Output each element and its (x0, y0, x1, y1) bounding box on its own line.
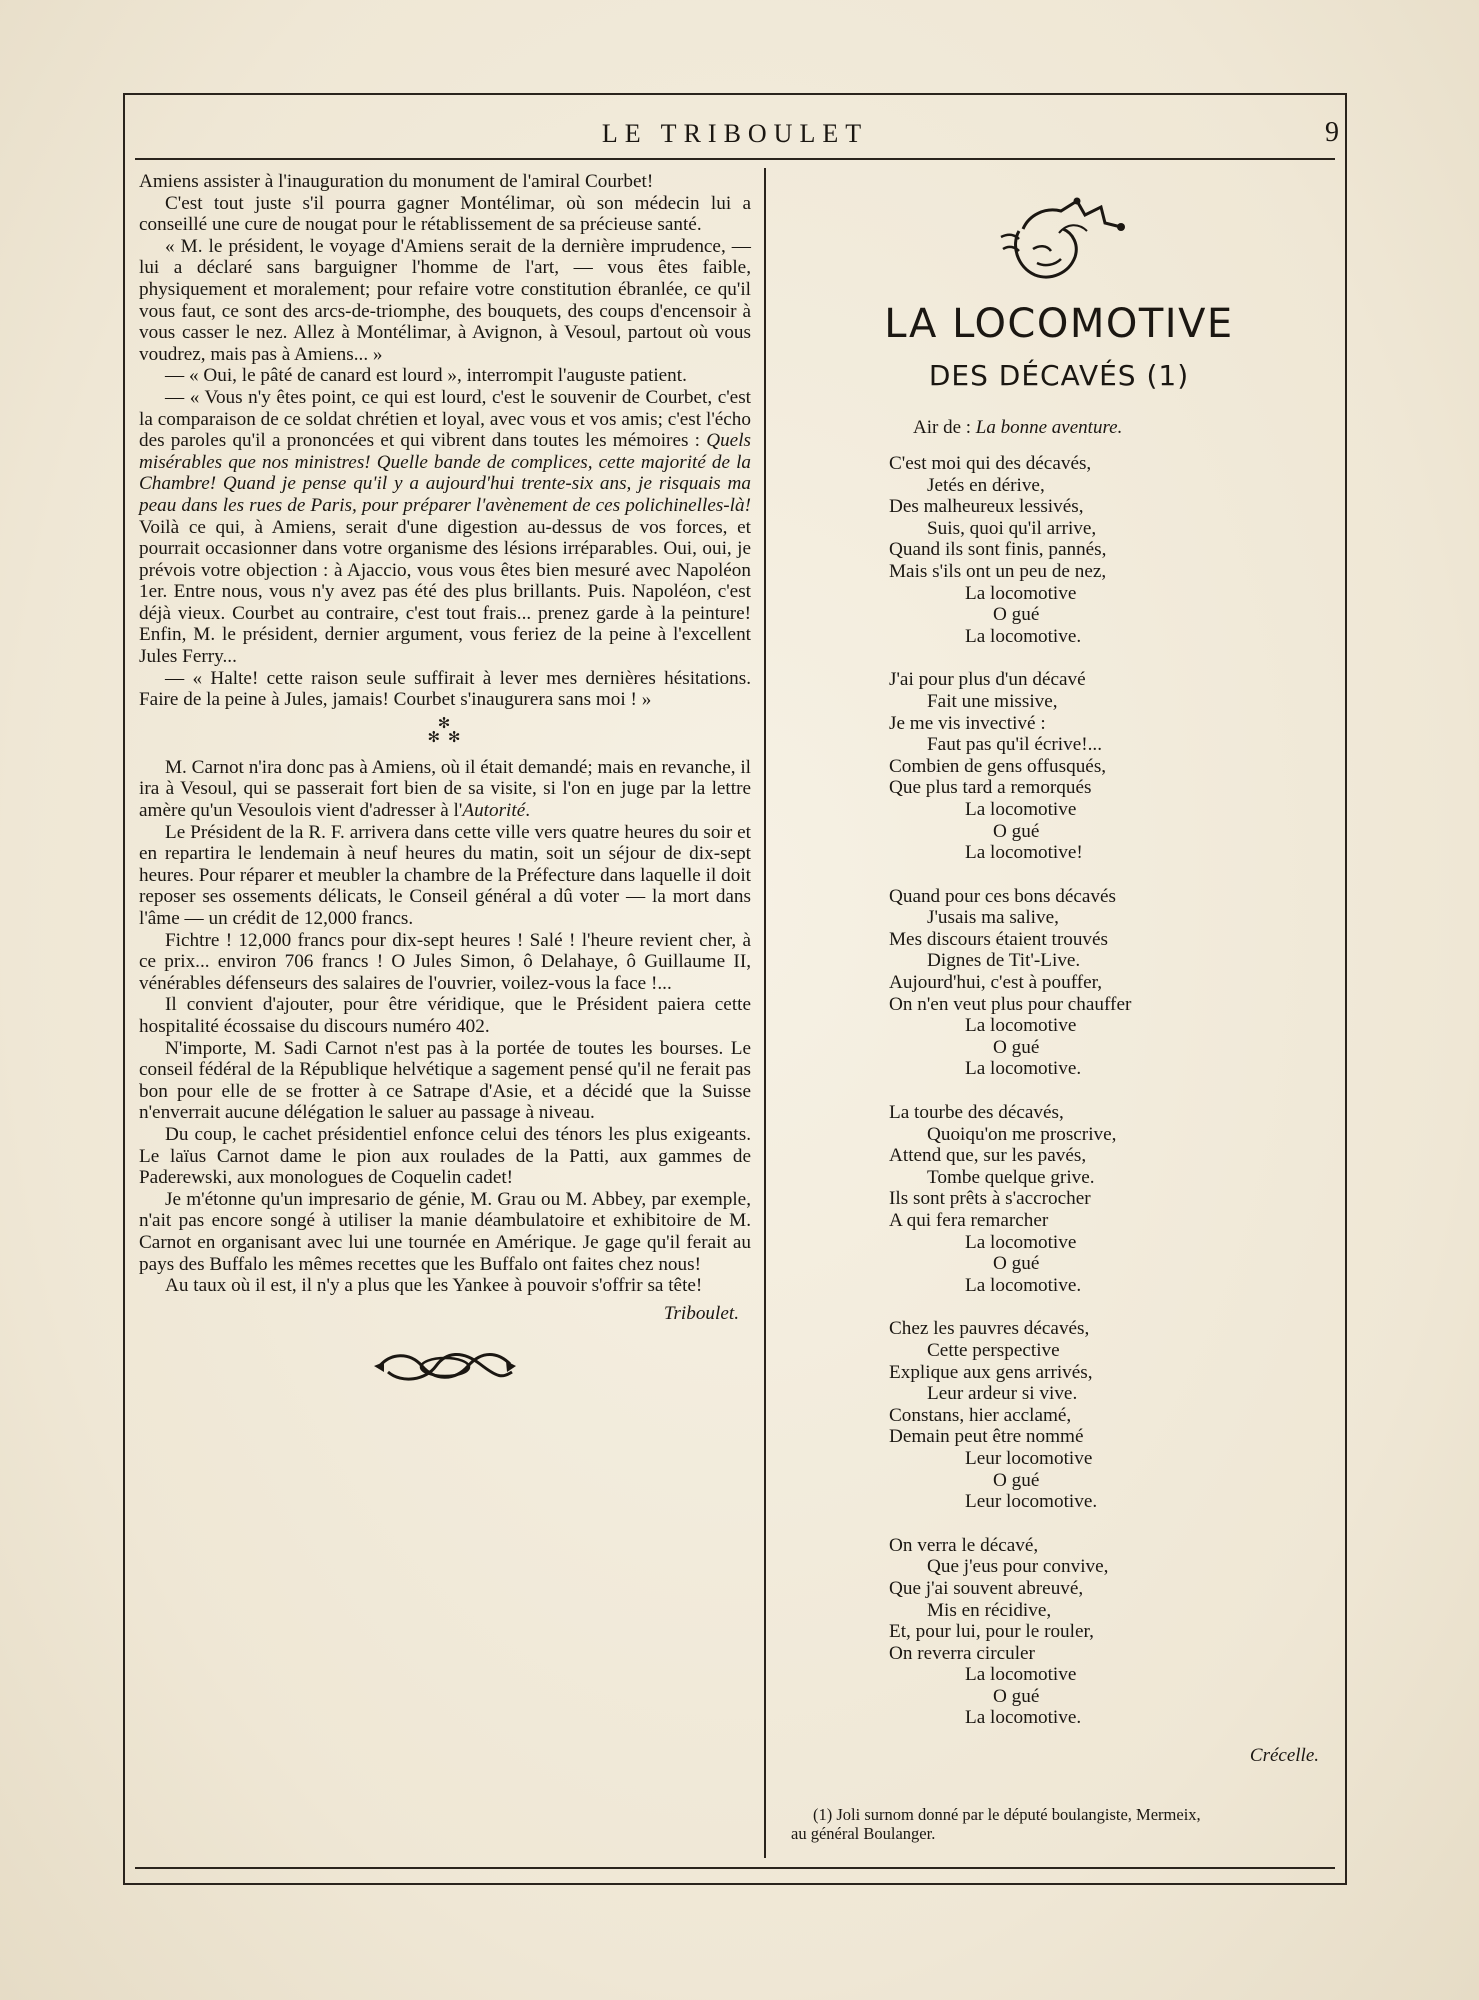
article-paragraph: Il convient d'ajouter, pour être véridique, que le Président paiera cette hospitalité écossaise du discours numéro 402. (139, 994, 751, 1037)
poem-line: Constans, hier acclamé, (889, 1404, 1072, 1426)
poem-stanza (889, 1102, 1333, 1296)
poem-line: O gué (993, 1253, 1040, 1275)
poem-line: C'est moi qui des décavés, (889, 453, 1092, 474)
paragraph-text: — « Vous n'y êtes point, ce qui est lourd, c'est le souvenir de Courbet, c'est la comparaison de ce soldat chrétien et loyal, avec vous et vos amis; c'est l'écho des paroles qu'il a prononcées et qui vibrent dans toutes les mémoires : (139, 386, 751, 452)
poem-line: O gué (993, 820, 1040, 842)
poem-line: La locomotive. (965, 1707, 1082, 1729)
page-frame (123, 93, 1347, 1885)
column-divider (764, 168, 766, 1858)
article-paragraph: « M. le président, le voyage d'Amiens serait de la dernière imprudence, — lui a déclaré sans barguigner l'homme de l'art, — vous êtes faible, physiquement et moralement; pour refaire votre constitution ébranlée, ce qu'il vous faut, ce sont des arcs-de-triomphe, des bouquets, des coups d'encensoir à vous casser le nez. Allez à Montélimar, à Avignon, à Vesoul, partout où vous voudrez, mais pas à Amiens... » (139, 235, 751, 365)
poem-line: Demain peut être nommé (889, 1426, 1084, 1448)
paragraph-text: M. Carnot n'ira donc pas à Amiens, où il était demandé; mais en revanche, il ira à Vesoul, qui se passerait fort bien de sa visite, si l'on en juge par la lettre amère qu'un Vesoulois vient d'adresser à l' (139, 756, 751, 822)
poem-stanza (889, 1535, 1333, 1729)
paragraph-text: Voilà ce qui, à Amiens, serait d'une digestion au-dessus de vos forces, et pourrait occasionner dans votre organisme des lésions irréparables. Oui, oui, je prévois votre objection : à Ajaccio, vous vous êtes bien mesuré avec Napoléon 1er. Entre nous, vous n'y avez pas été des plus brillants. Puis. Napoléon, c'est déjà vieux. Courbet au contraire, c'est tout frais... prenez garde à la peinture! Enfin, M. le président, dernier argument, vous feriez de la peine à l'excellent Jules Ferry... (139, 516, 751, 668)
poem-line: Quand pour ces bons décavés (889, 885, 1116, 907)
poem-line: Et, pour lui, pour le rouler, (889, 1621, 1094, 1643)
tune-indication (785, 417, 1333, 439)
quoted-italic-text: Quels misérables que nos ministres! Quelle bande de complices, cette majorité de la Chambre! Quand je pense qu'il y a aujourd'hui trente-six ans, je risquais ma peau dans les rues de Paris, pour préparer l'avènement de ces polichinelles-là! (139, 430, 751, 516)
masthead-title: LE TRIBOULET (601, 119, 869, 148)
poem-line: La locomotive (965, 1664, 1077, 1686)
poem-line: Des malheureux lessivés, (889, 496, 1084, 518)
poem-line: Faut pas qu'il écrive!... (927, 734, 1103, 756)
poem-line: Explique aux gens arrivés, (889, 1361, 1093, 1383)
poem-line: O gué (993, 1685, 1040, 1707)
knot-ornament-icon (370, 1346, 520, 1386)
poem-line: La locomotive. (965, 625, 1082, 647)
poem-line: La locomotive. (965, 1274, 1082, 1296)
paragraph-text: . (525, 800, 531, 822)
poem-line: J'usais ma salive, (927, 907, 1059, 929)
poem-line: Que j'ai souvent abreuvé, (889, 1577, 1084, 1599)
footnote (785, 1805, 1333, 1843)
article-paragraph: — « Oui, le pâté de canard est lourd », interrompit l'auguste patient. (165, 365, 687, 387)
poem-line: Leur locomotive (965, 1447, 1093, 1469)
left-column-article (139, 171, 751, 1386)
newspaper-name-italic: Autorité (462, 800, 526, 822)
asterism-ornament: ✻ ✻ ✻ (427, 715, 463, 746)
poem-line: Que plus tard a remorqués (889, 777, 1092, 799)
poem-line: Leur locomotive. (965, 1491, 1098, 1513)
jester-head-icon (989, 193, 1129, 283)
poem-line: On verra le décavé, (889, 1534, 1039, 1556)
article-paragraph: Je m'étonne qu'un impresario de génie, M. Grau ou M. Abbey, par exemple, n'ait pas encore songé à utiliser la manie déambulatoire et exhibitoire de M. Carnot en organisant avec lui une tournée en Amérique. Je gage qu'il ferait au pays des Buffalo les mêmes recettes que les Buffalo ont faites chez nous! (139, 1188, 751, 1275)
poem-line: La locomotive (965, 798, 1077, 820)
article-paragraph: Le Président de la R. F. arrivera dans cette ville vers quatre heures du soir et en repartira le lendemain à neuf heures du matin, soit un séjour de dix-sept heures. Pour réparer et meubler la chambre de la Préfecture dans laquelle il doit reposer ses ossements délicats, le Conseil général a dû voter — la mort dans l'âme — un crédit de 12,000 francs. (139, 821, 751, 929)
poem-line: La locomotive (965, 1015, 1077, 1037)
poem-line: La tourbe des décavés, (889, 1102, 1064, 1124)
poem-line: Attend que, sur les pavés, (889, 1145, 1087, 1167)
article-paragraph (139, 757, 751, 822)
poem-line: Cette perspective (927, 1339, 1060, 1361)
poem-line: Quand ils sont finis, pannés, (889, 539, 1107, 561)
poem-line: J'ai pour plus d'un décavé (889, 669, 1086, 691)
poem-line: La locomotive. (965, 1058, 1082, 1080)
poem-line: Leur ardeur si vive. (927, 1383, 1078, 1405)
tune-title: La bonne aventure. (975, 417, 1123, 438)
poem-line: Fait une missive, (927, 690, 1058, 712)
poem-stanza (889, 453, 1333, 647)
article-paragraph: — « Halte! cette raison seule suffirait à lever mes dernières hésitations. Faire de la peine à Jules, jamais! Courbet s'inaugurera sans moi ! » (139, 667, 751, 711)
right-column-poem (785, 171, 1333, 1843)
poem-line: Mis en récidive, (927, 1599, 1052, 1621)
poem-line: Tombe quelque grive. (927, 1166, 1095, 1188)
poem-line: La locomotive (965, 582, 1077, 604)
article-paragraph: Du coup, le cachet présidentiel enfonce celui des ténors les plus exigeants. Le laïus Carnot dame le pion aux roulades de la Patti, aux gammes de Paderewski, aux monologues de Coquelin cadet! (139, 1123, 751, 1189)
poem-title: LA LOCOMOTIVE (884, 301, 1234, 347)
article-paragraph: N'importe, M. Sadi Carnot n'est pas à la portée de toutes les bourses. Le conseil fédéral de la République helvétique a sagement pensé qu'il ne ferait pas bon pour elle de se frotter à ce Satrape d'Asie, et a décidé que la Suisse n'enverrait aucune délégation le saluer au passage à niveau. (139, 1037, 751, 1124)
poem-stanza (889, 669, 1333, 863)
article-signature: Triboulet. (663, 1302, 739, 1324)
poem-line: Quoiqu'on me proscrive, (927, 1123, 1117, 1145)
poem-line: Que j'eus pour convive, (927, 1556, 1109, 1578)
poem-line: Dignes de Tit'-Live. (927, 950, 1081, 972)
poem-stanza (889, 886, 1333, 1080)
article-paragraph (139, 387, 751, 668)
poem-line: O gué (993, 1469, 1040, 1491)
page-number: 9 (1325, 117, 1339, 148)
poem-line: Ils sont prêts à s'accrocher (889, 1188, 1091, 1210)
poem-line: La locomotive! (965, 842, 1083, 864)
footer-rule (135, 1867, 1335, 1869)
footnote-line: (1) Joli surnom donné par le député boulangiste, Mermeix, (813, 1805, 1201, 1825)
footnote-line: au général Boulanger. (791, 1824, 936, 1844)
poem-line: Mes discours étaient trouvés (889, 928, 1109, 950)
poem-line: Aujourd'hui, c'est à pouffer, (889, 972, 1103, 994)
poem-line: La locomotive (965, 1231, 1077, 1253)
poem-line: O gué (993, 604, 1040, 626)
poem-line: Chez les pauvres décavés, (889, 1318, 1090, 1340)
article-paragraph: Fichtre ! 12,000 francs pour dix-sept heures ! Salé ! l'heure revient cher, à ce prix... environ 706 francs ! O Jules Simon, ô Delahaye, ô Guillaume II, vénérables défenseurs des salaires de l'ouvrier, voilez-vous la face !... (139, 929, 751, 994)
poem-body (785, 453, 1333, 1729)
poem-line: Jetés en dérive, (927, 474, 1045, 496)
poem-line: Combien de gens offusqués, (889, 755, 1107, 777)
tune-label: Air de : (913, 417, 972, 438)
poem-line: On reverra circuler (889, 1642, 1035, 1664)
poem-line: Mais s'ils ont un peu de nez, (889, 560, 1107, 582)
poem-line: On n'en veut plus pour chauffer (889, 993, 1132, 1015)
poem-line: A qui fera remarcher (889, 1210, 1049, 1231)
poem-line: O gué (993, 1036, 1040, 1058)
poem-signature: Crécelle. (1249, 1745, 1319, 1767)
article-paragraph: Au taux où il est, il n'y a plus que les Yankee à pouvoir s'offrir sa tête! (165, 1275, 703, 1297)
header-rule (135, 158, 1335, 160)
article-paragraph: C'est tout juste s'il pourra gagner Montélimar, où son médecin lui a conseillé une cure de nougat pour le rétablissement de sa précieuse santé. (139, 192, 751, 236)
poem-line: Suis, quoi qu'il arrive, (927, 517, 1097, 539)
poem-line: Je me vis invectivé : (889, 712, 1046, 734)
poem-subtitle: DES DÉCAVÉS (1) (928, 359, 1190, 392)
article-paragraph: Amiens assister à l'inauguration du monument de l'amiral Courbet! (139, 171, 654, 192)
poem-stanza (889, 1318, 1333, 1512)
